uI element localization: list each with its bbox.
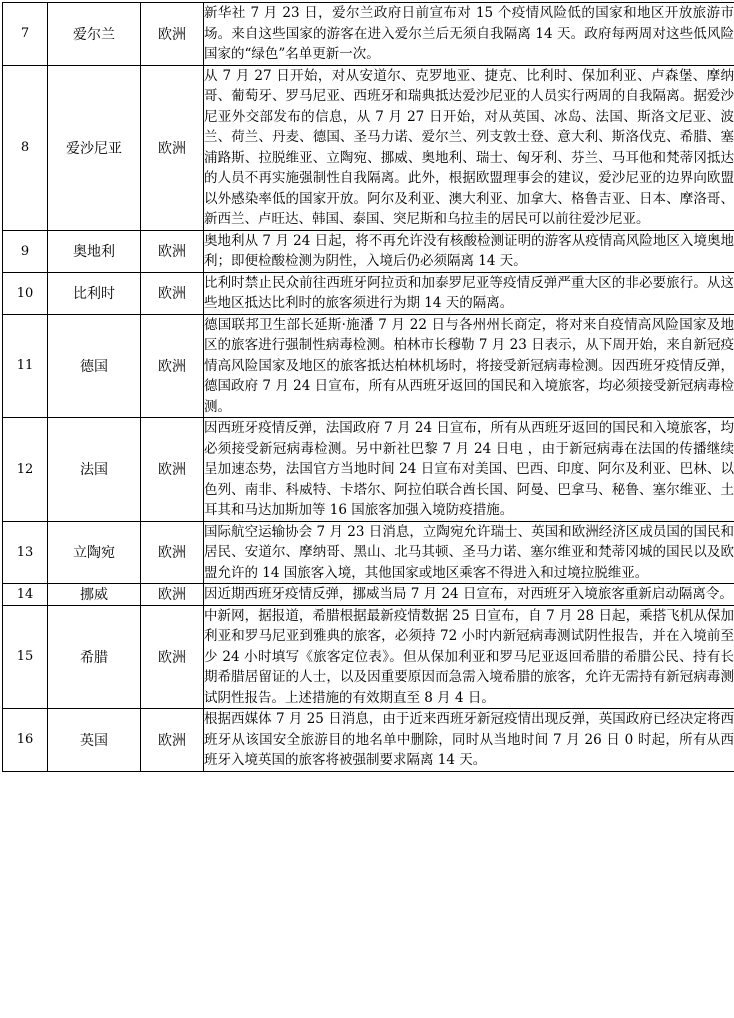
country-name: 爱沙尼亚 xyxy=(48,65,141,230)
table-row xyxy=(3,605,734,709)
row-number: 7 xyxy=(3,3,48,66)
row-number: 15 xyxy=(3,605,48,709)
table-row xyxy=(3,230,734,272)
table-row xyxy=(3,314,734,418)
policy-text: 中新网，据报道，希腊根据最新疫情数据 25 日宣布，自 7 月 28 日起，乘搭飞机从保加利亚和罗马尼亚到雅典的旅客，必须持 72 小时内新冠病毒测试阴性报告，并在入境前至少 24 小时填写《旅客定位表》。但从保加利亚和罗马尼亚返回希腊的希腊公民、持有长期希腊居留证的人士，以及因重要原因而急需入境希腊的旅客，允许无需持有新冠病毒测试阴性报告。上述措施的有效期直至 8 月 4 日。 xyxy=(204,605,734,709)
country-name: 立陶宛 xyxy=(48,521,141,584)
region-name: 欧洲 xyxy=(141,230,204,272)
region-name: 欧洲 xyxy=(141,521,204,584)
region-name: 欧洲 xyxy=(141,418,204,522)
region-name: 欧洲 xyxy=(141,65,204,230)
policy-text: 比利时禁止民众前往西班牙阿拉贡和加泰罗尼亚等疫情反弹严重大区的非必要旅行。从这些地区抵达比利时的旅客须进行为期 14 天的隔离。 xyxy=(204,272,734,314)
country-name: 希腊 xyxy=(48,605,141,709)
country-name: 法国 xyxy=(48,418,141,522)
country-name: 挪威 xyxy=(48,584,141,606)
policy-text: 根据西媒体 7 月 25 日消息，由于近来西班牙新冠疫情出现反弹，英国政府已经决定将西班牙从该国安全旅游目的地名单中删除，同时从当地时间 7 月 26 日 0 时起，所有从西班牙入境英国的旅客将被强制要求隔离 14 天。 xyxy=(204,709,734,772)
policy-text: 新华社 7 月 23 日，爱尔兰政府日前宣布对 15 个疫情风险低的国家和地区开放旅游市场。来自这些国家的游客在进入爱尔兰后无须自我隔离 14 天。政府每两周对这些低风险国家的“绿色”名单更新一次。 xyxy=(204,3,734,66)
region-name: 欧洲 xyxy=(141,584,204,606)
policy-text: 德国联邦卫生部长延斯·施潘 7 月 22 日与各州州长商定，将对来自疫情高风险国家及地区的旅客进行强制性病毒检测。柏林市长穆勒 7 月 23 日表示，从下周开始，来自新冠疫情高风险国家及地区的旅客抵达柏林机场时，将接受新冠病毒检测。因西班牙疫情反弹，德国政府 7 月 24 日宣布，所有从西班牙返回的国民和入境旅客，均必须接受新冠病毒检测。 xyxy=(204,314,734,418)
row-number: 14 xyxy=(3,584,48,606)
table-row xyxy=(3,584,734,606)
table-row xyxy=(3,418,734,522)
table-row xyxy=(3,3,734,66)
row-number: 11 xyxy=(3,314,48,418)
policy-text: 因近期西班牙疫情反弹，挪威当局 7 月 24 日宣布，对西班牙入境旅客重新启动隔离令。 xyxy=(204,584,734,606)
row-number: 13 xyxy=(3,521,48,584)
table-row xyxy=(3,272,734,314)
region-name: 欧洲 xyxy=(141,605,204,709)
region-name: 欧洲 xyxy=(141,314,204,418)
row-number: 12 xyxy=(3,418,48,522)
table-row xyxy=(3,65,734,230)
region-name: 欧洲 xyxy=(141,3,204,66)
policy-text: 奥地利从 7 月 24 日起，将不再允许没有核酸检测证明的游客从疫情高风险地区入境奥地利；即便检酸检测为阴性，入境后仍必须隔离 14 天。 xyxy=(204,230,734,272)
policy-text: 国际航空运输协会 7 月 23 日消息，立陶宛允许瑞士、英国和欧洲经济区成员国的国民和居民、安道尔、摩纳哥、黑山、北马其顿、圣马力诺、塞尔维亚和梵蒂冈城的国民以及欧盟允许的 14 国旅客入境，其他国家或地区乘客不得进入和过境拉脱维亚。 xyxy=(204,521,734,584)
row-number: 10 xyxy=(3,272,48,314)
row-number: 9 xyxy=(3,230,48,272)
country-name: 奥地利 xyxy=(48,230,141,272)
policy-text: 从 7 月 27 日开始，对从安道尔、克罗地亚、捷克、比利时、保加利亚、卢森堡、摩纳哥、葡萄牙、罗马尼亚、西班牙和瑞典抵达爱沙尼亚的人员实行两周的自我隔离。据爱沙尼亚外交部发布的信息，从 7 月 27 日开始，对从英国、冰岛、法国、斯洛文尼亚、波兰、荷兰、丹麦、德国、圣马力诺、爱尔兰、列支敦士登、意大利、斯洛伐克、希腊、塞浦路斯、拉脱维亚、立陶宛、挪威、奥地利、瑞士、匈牙利、芬兰、马耳他和梵蒂冈抵达的人员不再实施强制性自我隔离。此外，根据欧盟理事会的建议，爱沙尼亚的边界向欧盟以外感染率低的国家开放。阿尔及利亚、澳大利亚、加拿大、格鲁吉亚、日本、摩洛哥、新西兰、卢旺达、韩国、泰国、突尼斯和乌拉圭的居民可以前往爱沙尼亚。 xyxy=(204,65,734,230)
travel-policy-table xyxy=(2,2,734,772)
row-number: 8 xyxy=(3,65,48,230)
country-name: 德国 xyxy=(48,314,141,418)
country-name: 英国 xyxy=(48,709,141,772)
country-name: 比利时 xyxy=(48,272,141,314)
region-name: 欧洲 xyxy=(141,272,204,314)
table-row xyxy=(3,709,734,772)
country-name: 爱尔兰 xyxy=(48,3,141,66)
table-row xyxy=(3,521,734,584)
policy-text: 因西班牙疫情反弹，法国政府 7 月 24 日宣布，所有从西班牙返回的国民和入境旅客，均必须接受新冠病毒检测。另中新社巴黎 7 月 24 日电 ，由于新冠病毒在法国的传播继续呈加速态势，法国官方当地时间 24 日宣布对美国、巴西、印度、阿尔及利亚、巴林、以色列、南非、科威特、卡塔尔、阿拉伯联合酋长国、阿曼、巴拿马、秘鲁、塞尔维亚、土耳其和马达加斯加等 16 国旅客加强入境防疫措施。 xyxy=(204,418,734,522)
region-name: 欧洲 xyxy=(141,709,204,772)
row-number: 16 xyxy=(3,709,48,772)
